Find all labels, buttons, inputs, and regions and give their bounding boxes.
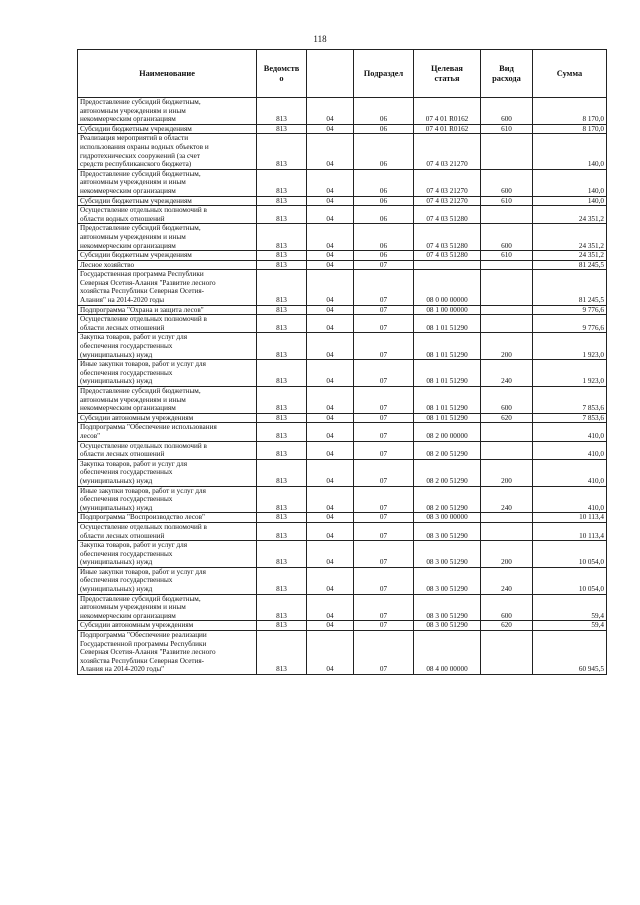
table-row bbox=[78, 513, 607, 523]
row-section: 04 bbox=[307, 413, 354, 423]
page-number: 118 bbox=[313, 34, 327, 44]
table-row bbox=[78, 441, 607, 459]
table-row bbox=[78, 387, 607, 414]
row-expense-type: 600 bbox=[481, 387, 533, 414]
table-row bbox=[78, 196, 607, 206]
row-subsection: 07 bbox=[354, 513, 414, 523]
row-name: Субсидии бюджетным учреждениям bbox=[78, 251, 257, 261]
header-blank bbox=[307, 50, 354, 98]
row-section: 04 bbox=[307, 567, 354, 594]
row-target-article: 07 4 03 51280 bbox=[414, 251, 481, 261]
row-subsection: 07 bbox=[354, 270, 414, 305]
row-section: 04 bbox=[307, 315, 354, 333]
row-target-article: 07 4 03 21270 bbox=[414, 169, 481, 196]
row-department: 813 bbox=[257, 206, 307, 224]
row-target-article: 08 1 01 51290 bbox=[414, 413, 481, 423]
row-target-article: 07 4 03 21270 bbox=[414, 134, 481, 169]
row-target-article: 08 2 00 51290 bbox=[414, 459, 481, 486]
row-sum: 81 245,5 bbox=[533, 270, 607, 305]
header-department: Ведомств о bbox=[257, 50, 307, 98]
table-row bbox=[78, 206, 607, 224]
row-section: 04 bbox=[307, 98, 354, 125]
row-name: Иные закупки товаров, работ и услуг для обеспечения государственных (муниципальных) нужд bbox=[78, 486, 257, 513]
row-expense-type: 600 bbox=[481, 98, 533, 125]
row-sum: 9 776,6 bbox=[533, 305, 607, 315]
row-sum: 140,0 bbox=[533, 169, 607, 196]
row-section: 04 bbox=[307, 305, 354, 315]
row-subsection: 07 bbox=[354, 315, 414, 333]
row-section: 04 bbox=[307, 251, 354, 261]
row-target-article: 07 4 03 51280 bbox=[414, 206, 481, 224]
row-expense-type bbox=[481, 270, 533, 305]
row-name: Подпрограмма "Обеспечение реализации Государственной программы Республики Северная Осетия-Алания "Развитие лесного хозяйства Республики Северная Осетия- Алания на 2014-2020 годы" bbox=[78, 631, 257, 675]
row-subsection: 07 bbox=[354, 567, 414, 594]
row-section: 04 bbox=[307, 513, 354, 523]
header-expense-type: Вид расхода bbox=[481, 50, 533, 98]
row-name: Субсидии бюджетным учреждениям bbox=[78, 196, 257, 206]
row-expense-type bbox=[481, 260, 533, 270]
row-department: 813 bbox=[257, 134, 307, 169]
row-expense-type: 240 bbox=[481, 360, 533, 387]
row-sum: 410,0 bbox=[533, 423, 607, 441]
table-body bbox=[78, 98, 607, 675]
row-name: Субсидии автономным учреждениям bbox=[78, 413, 257, 423]
row-expense-type: 600 bbox=[481, 224, 533, 251]
row-department: 813 bbox=[257, 567, 307, 594]
row-section: 04 bbox=[307, 260, 354, 270]
row-department: 813 bbox=[257, 196, 307, 206]
row-subsection: 07 bbox=[354, 387, 414, 414]
row-sum: 10 054,0 bbox=[533, 541, 607, 568]
row-expense-type bbox=[481, 206, 533, 224]
row-subsection: 06 bbox=[354, 124, 414, 134]
row-name: Реализация мероприятий в области использования охраны водных объектов и гидротехнических сооружений (за счет средств республиканского бюджета) bbox=[78, 134, 257, 169]
row-expense-type bbox=[481, 315, 533, 333]
row-section: 04 bbox=[307, 224, 354, 251]
row-sum: 140,0 bbox=[533, 134, 607, 169]
row-target-article: 07 4 01 R0162 bbox=[414, 124, 481, 134]
row-subsection: 06 bbox=[354, 98, 414, 125]
row-name: Предоставление субсидий бюджетным, автономным учреждениям и иным некоммерческим организациям bbox=[78, 224, 257, 251]
row-expense-type: 620 bbox=[481, 413, 533, 423]
row-target-article: 08 1 01 51290 bbox=[414, 387, 481, 414]
row-target-article: 08 3 00 51290 bbox=[414, 594, 481, 621]
row-subsection: 07 bbox=[354, 305, 414, 315]
row-department: 813 bbox=[257, 459, 307, 486]
row-name: Подпрограмма "Обеспечение использования лесов" bbox=[78, 423, 257, 441]
row-name: Осуществление отдельных полномочий в области лесных отношений bbox=[78, 315, 257, 333]
row-subsection: 06 bbox=[354, 169, 414, 196]
table-header-row bbox=[78, 50, 607, 98]
row-subsection: 07 bbox=[354, 486, 414, 513]
row-subsection: 07 bbox=[354, 621, 414, 631]
table-row bbox=[78, 124, 607, 134]
row-department: 813 bbox=[257, 98, 307, 125]
row-section: 04 bbox=[307, 134, 354, 169]
table-row bbox=[78, 459, 607, 486]
row-target-article: 07 4 01 R0162 bbox=[414, 98, 481, 125]
table-row bbox=[78, 423, 607, 441]
row-department: 813 bbox=[257, 333, 307, 360]
row-expense-type bbox=[481, 522, 533, 540]
row-subsection: 07 bbox=[354, 360, 414, 387]
row-section: 04 bbox=[307, 486, 354, 513]
row-subsection: 07 bbox=[354, 423, 414, 441]
row-sum: 24 351,2 bbox=[533, 206, 607, 224]
row-target-article: 08 1 01 51290 bbox=[414, 333, 481, 360]
table-row bbox=[78, 260, 607, 270]
row-expense-type bbox=[481, 513, 533, 523]
row-name: Закупка товаров, работ и услуг для обеспечения государственных (муниципальных) нужд bbox=[78, 459, 257, 486]
row-name: Подпрограмма "Охрана и защита лесов" bbox=[78, 305, 257, 315]
table-row bbox=[78, 98, 607, 125]
row-sum: 8 170,0 bbox=[533, 124, 607, 134]
row-department: 813 bbox=[257, 305, 307, 315]
row-name: Предоставление субсидий бюджетным, автономным учреждениям и иным некоммерческим организациям bbox=[78, 594, 257, 621]
row-target-article: 07 4 03 21270 bbox=[414, 196, 481, 206]
row-name: Субсидии автономным учреждениям bbox=[78, 621, 257, 631]
row-subsection: 07 bbox=[354, 260, 414, 270]
row-expense-type: 620 bbox=[481, 621, 533, 631]
row-section: 04 bbox=[307, 169, 354, 196]
row-name: Осуществление отдельных полномочий в области лесных отношений bbox=[78, 522, 257, 540]
row-expense-type: 200 bbox=[481, 333, 533, 360]
row-department: 813 bbox=[257, 260, 307, 270]
row-department: 813 bbox=[257, 360, 307, 387]
row-expense-type bbox=[481, 134, 533, 169]
row-sum: 1 923,0 bbox=[533, 333, 607, 360]
row-sum: 24 351,2 bbox=[533, 251, 607, 261]
table-row bbox=[78, 270, 607, 305]
row-target-article: 08 4 00 00000 bbox=[414, 631, 481, 675]
row-subsection: 07 bbox=[354, 594, 414, 621]
row-department: 813 bbox=[257, 513, 307, 523]
row-department: 813 bbox=[257, 387, 307, 414]
row-name: Осуществление отдельных полномочий в области лесных отношений bbox=[78, 441, 257, 459]
row-section: 04 bbox=[307, 360, 354, 387]
row-sum: 7 853,6 bbox=[533, 387, 607, 414]
row-department: 813 bbox=[257, 270, 307, 305]
row-sum: 7 853,6 bbox=[533, 413, 607, 423]
row-subsection: 07 bbox=[354, 459, 414, 486]
row-section: 04 bbox=[307, 206, 354, 224]
row-department: 813 bbox=[257, 251, 307, 261]
row-target-article: 08 3 00 00000 bbox=[414, 513, 481, 523]
row-name: Закупка товаров, работ и услуг для обеспечения государственных (муниципальных) нужд bbox=[78, 541, 257, 568]
row-target-article: 08 2 00 51290 bbox=[414, 486, 481, 513]
row-department: 813 bbox=[257, 522, 307, 540]
row-department: 813 bbox=[257, 541, 307, 568]
row-name: Иные закупки товаров, работ и услуг для обеспечения государственных (муниципальных) нужд bbox=[78, 567, 257, 594]
table-row bbox=[78, 413, 607, 423]
row-expense-type: 610 bbox=[481, 124, 533, 134]
row-sum: 59,4 bbox=[533, 594, 607, 621]
row-subsection: 06 bbox=[354, 206, 414, 224]
row-department: 813 bbox=[257, 594, 307, 621]
row-expense-type bbox=[481, 441, 533, 459]
row-expense-type: 610 bbox=[481, 251, 533, 261]
table-row bbox=[78, 360, 607, 387]
row-target-article: 08 1 01 51290 bbox=[414, 315, 481, 333]
row-expense-type: 200 bbox=[481, 459, 533, 486]
row-name: Предоставление субсидий бюджетным, автономным учреждениям и иным некоммерческим организациям bbox=[78, 169, 257, 196]
header-subsection: Подраздел bbox=[354, 50, 414, 98]
row-section: 04 bbox=[307, 333, 354, 360]
row-target-article: 08 3 00 51290 bbox=[414, 567, 481, 594]
row-department: 813 bbox=[257, 413, 307, 423]
row-section: 04 bbox=[307, 441, 354, 459]
header-target-article: Целевая статья bbox=[414, 50, 481, 98]
budget-table bbox=[77, 49, 607, 675]
row-sum: 10 113,4 bbox=[533, 513, 607, 523]
row-subsection: 06 bbox=[354, 251, 414, 261]
row-expense-type: 240 bbox=[481, 567, 533, 594]
table-row bbox=[78, 567, 607, 594]
row-name: Иные закупки товаров, работ и услуг для обеспечения государственных (муниципальных) нужд bbox=[78, 360, 257, 387]
table-row bbox=[78, 594, 607, 621]
row-subsection: 07 bbox=[354, 541, 414, 568]
row-target-article: 07 4 03 51280 bbox=[414, 224, 481, 251]
table-row bbox=[78, 224, 607, 251]
row-expense-type bbox=[481, 631, 533, 675]
row-target-article: 08 2 00 00000 bbox=[414, 423, 481, 441]
row-sum: 9 776,6 bbox=[533, 315, 607, 333]
row-sum: 81 245,5 bbox=[533, 260, 607, 270]
row-target-article: 08 3 00 51290 bbox=[414, 541, 481, 568]
row-expense-type: 600 bbox=[481, 594, 533, 621]
table-row bbox=[78, 134, 607, 169]
row-sum: 1 923,0 bbox=[533, 360, 607, 387]
row-subsection: 06 bbox=[354, 224, 414, 251]
row-name: Осуществление отдельных полномочий в области водных отношений bbox=[78, 206, 257, 224]
row-target-article: 08 1 00 00000 bbox=[414, 305, 481, 315]
row-section: 04 bbox=[307, 423, 354, 441]
row-name: Предоставление субсидий бюджетным, автономным учреждениям и иным некоммерческим организациям bbox=[78, 98, 257, 125]
row-sum: 59,4 bbox=[533, 621, 607, 631]
row-sum: 60 945,5 bbox=[533, 631, 607, 675]
row-department: 813 bbox=[257, 315, 307, 333]
row-target-article: 08 3 00 51290 bbox=[414, 522, 481, 540]
row-target-article bbox=[414, 260, 481, 270]
row-expense-type: 240 bbox=[481, 486, 533, 513]
row-subsection: 06 bbox=[354, 134, 414, 169]
row-section: 04 bbox=[307, 270, 354, 305]
row-department: 813 bbox=[257, 423, 307, 441]
row-expense-type: 200 bbox=[481, 541, 533, 568]
row-name: Государственная программа Республики Северная Осетия-Алания "Развитие лесного хозяйства Республики Северная Осетия- Алания" на 2014-2020 годы bbox=[78, 270, 257, 305]
row-sum: 140,0 bbox=[533, 196, 607, 206]
table-row bbox=[78, 251, 607, 261]
row-name: Лесное хозяйство bbox=[78, 260, 257, 270]
row-name: Подпрограмма "Воспроизводство лесов" bbox=[78, 513, 257, 523]
row-expense-type: 600 bbox=[481, 169, 533, 196]
row-sum: 10 054,0 bbox=[533, 567, 607, 594]
table-row bbox=[78, 169, 607, 196]
row-department: 813 bbox=[257, 124, 307, 134]
row-section: 04 bbox=[307, 124, 354, 134]
row-target-article: 08 1 01 51290 bbox=[414, 360, 481, 387]
table-row bbox=[78, 621, 607, 631]
row-name: Закупка товаров, работ и услуг для обеспечения государственных (муниципальных) нужд bbox=[78, 333, 257, 360]
row-target-article: 08 3 00 51290 bbox=[414, 621, 481, 631]
header-name: Наименование bbox=[78, 50, 257, 98]
row-subsection: 07 bbox=[354, 522, 414, 540]
row-department: 813 bbox=[257, 621, 307, 631]
row-sum: 410,0 bbox=[533, 441, 607, 459]
row-section: 04 bbox=[307, 459, 354, 486]
header-sum: Сумма bbox=[533, 50, 607, 98]
row-sum: 10 113,4 bbox=[533, 522, 607, 540]
row-section: 04 bbox=[307, 594, 354, 621]
row-department: 813 bbox=[257, 631, 307, 675]
table-row bbox=[78, 631, 607, 675]
row-expense-type bbox=[481, 423, 533, 441]
row-subsection: 07 bbox=[354, 413, 414, 423]
row-subsection: 06 bbox=[354, 196, 414, 206]
row-expense-type: 610 bbox=[481, 196, 533, 206]
table-row bbox=[78, 305, 607, 315]
table-row bbox=[78, 315, 607, 333]
table-row bbox=[78, 333, 607, 360]
row-section: 04 bbox=[307, 631, 354, 675]
row-section: 04 bbox=[307, 522, 354, 540]
row-sum: 410,0 bbox=[533, 459, 607, 486]
table-row bbox=[78, 541, 607, 568]
row-name: Субсидии бюджетным учреждениям bbox=[78, 124, 257, 134]
row-target-article: 08 2 00 51290 bbox=[414, 441, 481, 459]
row-expense-type bbox=[481, 305, 533, 315]
row-target-article: 08 0 00 00000 bbox=[414, 270, 481, 305]
row-subsection: 07 bbox=[354, 441, 414, 459]
row-section: 04 bbox=[307, 196, 354, 206]
row-department: 813 bbox=[257, 441, 307, 459]
table-row bbox=[78, 522, 607, 540]
row-department: 813 bbox=[257, 224, 307, 251]
row-sum: 24 351,2 bbox=[533, 224, 607, 251]
table-row bbox=[78, 486, 607, 513]
row-section: 04 bbox=[307, 621, 354, 631]
row-section: 04 bbox=[307, 387, 354, 414]
row-subsection: 07 bbox=[354, 333, 414, 360]
row-subsection: 07 bbox=[354, 631, 414, 675]
row-sum: 410,0 bbox=[533, 486, 607, 513]
row-name: Предоставление субсидий бюджетным, автономным учреждениям и иным некоммерческим организациям bbox=[78, 387, 257, 414]
row-sum: 8 170,0 bbox=[533, 98, 607, 125]
row-department: 813 bbox=[257, 486, 307, 513]
row-section: 04 bbox=[307, 541, 354, 568]
row-department: 813 bbox=[257, 169, 307, 196]
